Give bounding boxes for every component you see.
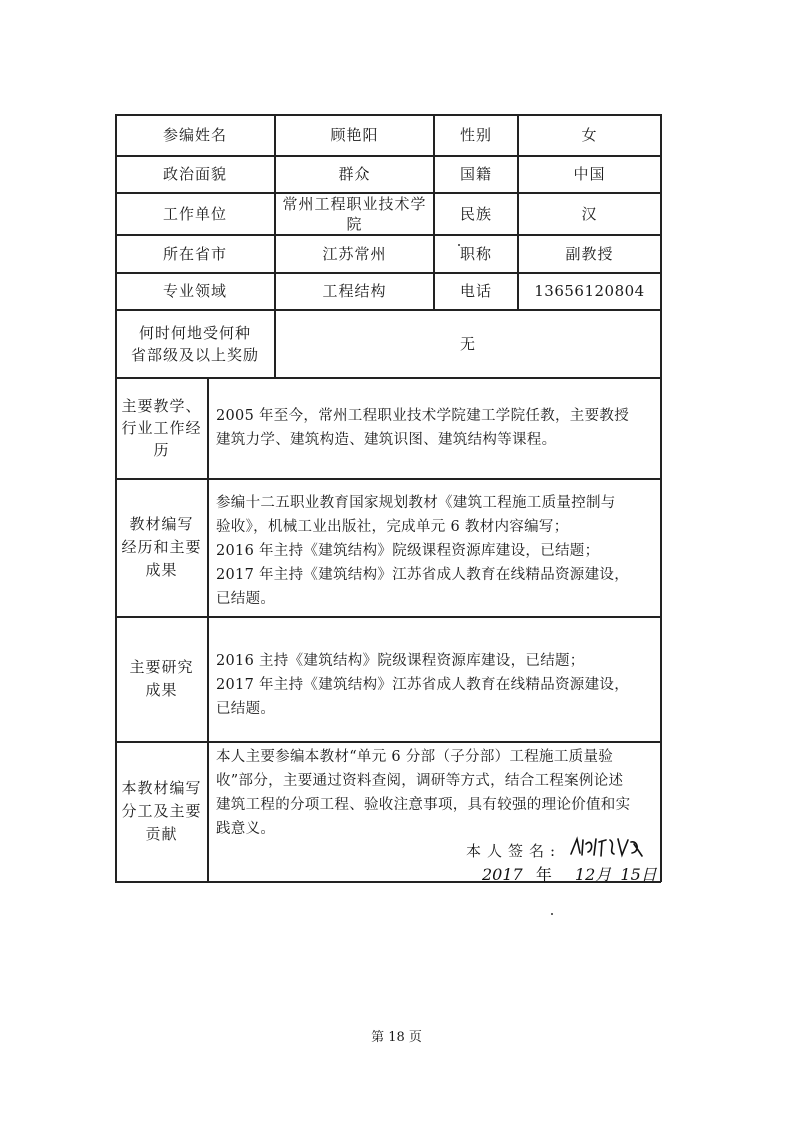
research-label-line: 主要研究 (129, 658, 194, 676)
table-border (660, 114, 662, 882)
contribution-text (216, 745, 630, 841)
contribution-line: 收”部分，主要通过资料查阅，调研等方式，结合工程案例论述 (216, 773, 624, 789)
nationality-label: 国籍 (459, 165, 492, 183)
experience-label-line: 历 (153, 441, 170, 459)
date-month: 12月 (574, 865, 612, 884)
phone-label: 电话 (459, 282, 492, 300)
textbook-text (216, 491, 629, 611)
workplace-value-line: 常州工程职业技术学 (282, 194, 427, 213)
awards-label-line: 省部级及以上奖励 (130, 345, 259, 364)
gender-value: 女 (581, 126, 598, 144)
table-divider (207, 377, 209, 882)
scan-speck (458, 244, 460, 246)
research-text (216, 649, 629, 721)
textbook-label (116, 479, 207, 616)
experience-label (116, 378, 207, 478)
textbook-label-line: 经历和主要 (121, 538, 202, 556)
experience-line: 建筑力学、建筑构造、建筑识图、建筑结构等课程。 (216, 432, 557, 448)
name-label: 参编姓名 (162, 126, 227, 144)
page-footer: 第 18 页 (371, 1030, 422, 1045)
research-line: 2017 年主持《建筑结构》江苏省成人教育在线精品资源建设， (216, 677, 630, 693)
signature-date (482, 862, 657, 885)
textbook-line: 2017 年主持《建筑结构》江苏省成人教育在线精品资源建设， (216, 567, 630, 583)
research-line: 2016 主持《建筑结构》院级课程资源库建设，已结题； (216, 653, 585, 669)
experience-label-line: 主要教学、 (121, 397, 202, 415)
handwritten-signature (568, 834, 646, 860)
date-day: 15日 (620, 865, 657, 884)
awards-value: 无 (459, 334, 476, 353)
scan-speck (551, 913, 553, 915)
gender-label: 性别 (459, 126, 492, 144)
contribution-line: 践意义。 (216, 821, 276, 837)
textbook-label-line: 成果 (145, 561, 178, 579)
specialty-value: 工程结构 (322, 282, 387, 300)
political-status-value: 群众 (338, 165, 371, 183)
contribution-line: 建筑工程的分项工程、验收注意事项，具有较强的理论价值和实 (216, 797, 631, 813)
nationality-value: 中国 (573, 165, 606, 183)
textbook-line: 已结题。 (216, 591, 276, 607)
research-label (116, 617, 207, 741)
workplace-label: 工作单位 (162, 204, 227, 223)
experience-text (216, 404, 629, 452)
awards-label (116, 310, 274, 377)
title-label: 职称 (459, 244, 492, 263)
ethnicity-label: 民族 (459, 204, 492, 223)
experience-line: 2005 年至今，常州工程职业技术学院建工学院任教，主要教授 (216, 408, 630, 424)
name-value: 顾艳阳 (330, 126, 379, 144)
textbook-line: 验收》，机械工业出版社，完成单元 6 教材内容编写； (216, 519, 569, 535)
awards-label-line: 何时何地受何种 (138, 323, 251, 342)
workplace-value (276, 193, 433, 234)
contribution-label-line: 贡献 (145, 825, 178, 843)
contribution-label-line: 分工及主要 (121, 802, 202, 820)
workplace-value-line: 院 (346, 214, 363, 233)
political-status-label: 政治面貌 (162, 165, 227, 183)
province-city-value: 江苏常州 (322, 244, 387, 263)
contribution-label-line: 本教材编写 (121, 779, 202, 797)
research-line: 已结题。 (216, 701, 276, 717)
contribution-label (116, 742, 207, 881)
date-year: 2017 (482, 865, 523, 884)
signature-label: 本人签名: (466, 842, 562, 860)
textbook-line: 2016 年主持《建筑结构》院级课程资源库建设，已结题； (216, 543, 600, 559)
contribution-line: 本人主要参编本教材“单元 6 分部（子分部）工程施工质量验 (216, 749, 614, 765)
textbook-label-line: 教材编写 (129, 515, 194, 533)
specialty-label: 专业领域 (162, 282, 227, 300)
title-value: 副教授 (565, 244, 614, 263)
research-label-line: 成果 (145, 681, 178, 699)
experience-label-line: 行业工作经 (121, 419, 202, 437)
textbook-line: 参编十二五职业教育国家规划教材《建筑工程施工质量控制与 (216, 495, 616, 511)
date-year-char: 年 (535, 865, 552, 884)
phone-value: 13656120804 (534, 282, 645, 300)
province-city-label: 所在省市 (162, 244, 227, 263)
ethnicity-value: 汉 (581, 204, 598, 223)
